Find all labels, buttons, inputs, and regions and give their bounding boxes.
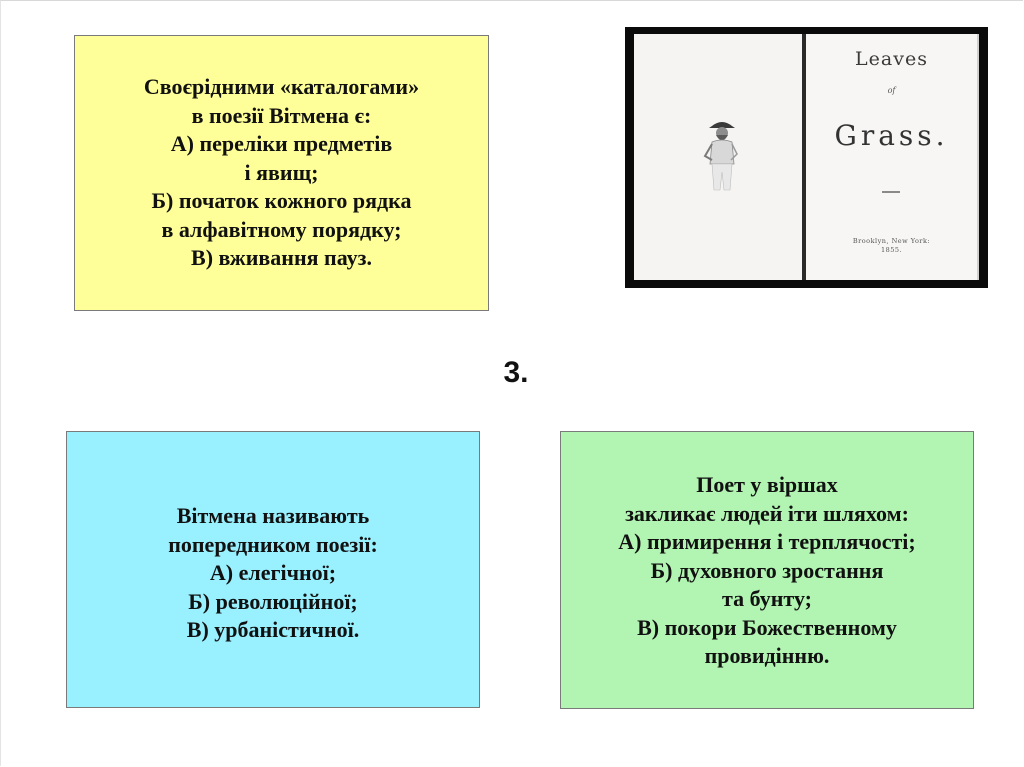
leaves-of-grass-book-image — [625, 27, 988, 288]
box-line: Своєрідними «каталогами» — [143, 74, 420, 100]
question-box-predecessor — [66, 431, 480, 708]
question-box-catalogs — [74, 35, 489, 311]
box-line: Б) початок кожного рядка — [151, 188, 412, 214]
whitman-portrait-icon — [700, 116, 744, 196]
box-line: та бунту; — [722, 586, 812, 612]
box-line: попередником поезії: — [168, 531, 378, 557]
box-line: провидінню. — [704, 643, 830, 669]
slide-number: 3. — [503, 356, 529, 389]
box-line: в алфавітному порядку; — [161, 216, 402, 242]
book-imprint — [806, 237, 977, 255]
book-imprint-place: Brooklyn, New York: — [852, 237, 931, 245]
box-line: Б) духовного зростання — [650, 557, 884, 583]
book-title-page — [806, 34, 977, 280]
box-line: в поезії Вітмена є: — [191, 102, 372, 128]
book-imprint-year: 1855. — [880, 246, 903, 254]
question-box-poet — [560, 431, 974, 709]
box-line: В) урбаністичної. — [186, 617, 360, 643]
box-line: А) елегічної; — [209, 560, 337, 586]
book-left-page — [634, 34, 802, 280]
book-page-edge — [977, 34, 979, 280]
book-ornament — [882, 191, 900, 193]
book-title-grass: Grass. — [834, 119, 949, 152]
box-line: А) примирення і терплячості; — [618, 529, 916, 555]
box-line: Вітмена називають — [176, 503, 370, 529]
box-line: закликає людей іти шляхом: — [625, 500, 909, 526]
book-title-leaves: Leaves — [855, 48, 928, 70]
box-line: і явищ; — [244, 159, 319, 185]
box-line: В) покори Божественному — [637, 614, 897, 640]
box-line: Б) революційної; — [188, 588, 358, 614]
box-line: А) переліки предметів — [170, 131, 393, 157]
box-line: В) вживання пауз. — [191, 245, 372, 271]
box-line: Поет у віршах — [696, 472, 838, 498]
book-title-of: of — [887, 86, 896, 95]
